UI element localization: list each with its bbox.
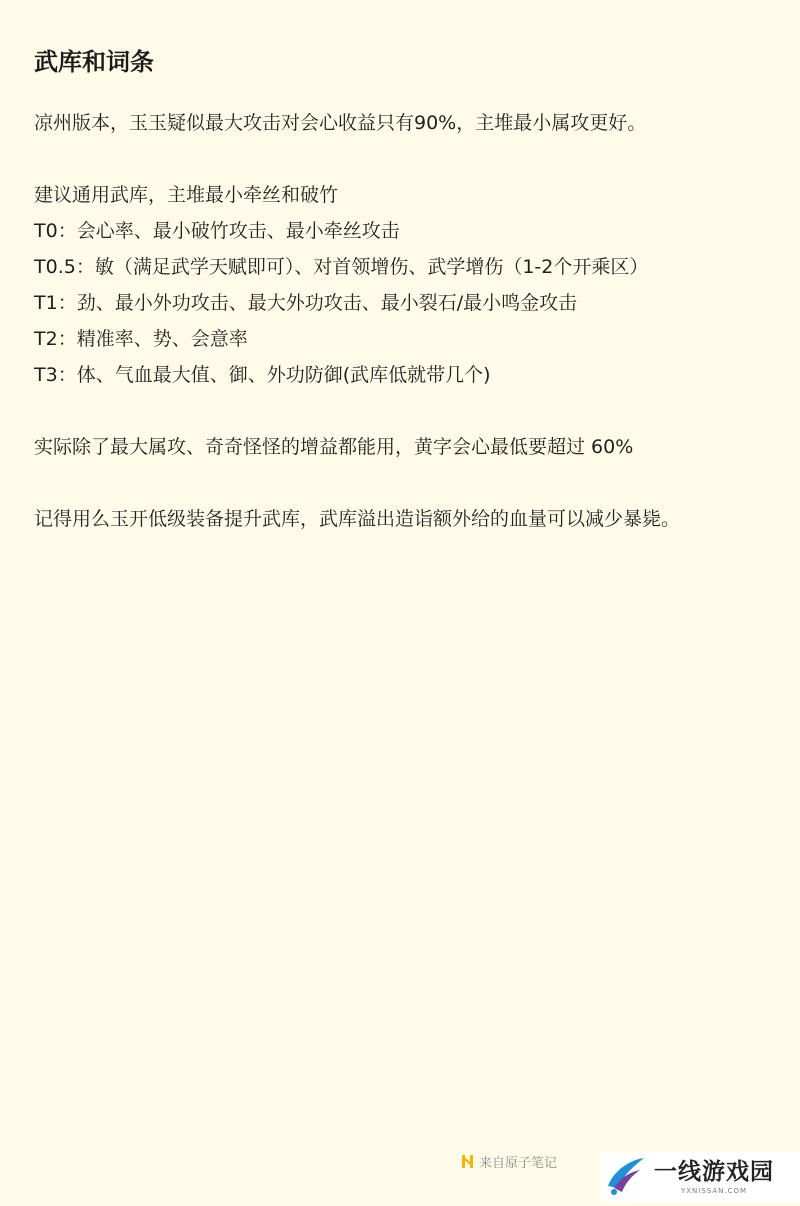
paragraph-gap: [34, 141, 766, 177]
paragraph-version-note: 凉州版本，玉玉疑似最大攻击对会心收益只有90%，主堆最小属攻更好。: [34, 112, 647, 134]
paragraph-usable-buffs: 实际除了最大属攻、奇奇怪怪的增益都能用，黄字会心最低要超过 60%: [34, 436, 634, 458]
source-label: 来自原子笔记: [479, 1155, 558, 1171]
tier-t0-5: T0.5：敏（满足武学天赋即可）、对首领增伤、武学增伤（1-2个开乘区）: [34, 256, 649, 278]
site-watermark: [600, 1152, 800, 1202]
tier-t3: T3：体、气血最大值、御、外功防御(武库低就带几个): [34, 364, 491, 386]
site-name: 一线游戏园: [654, 1159, 774, 1185]
paragraph-reminder: 记得用么玉开低级装备提升武库，武库溢出造诣额外给的血量可以减少暴毙。: [34, 508, 681, 530]
paragraph-recommendation: 建议通用武库，主堆最小牵丝和破竹: [34, 184, 339, 206]
tier-t2: T2：精准率、势、会意率: [34, 328, 248, 350]
note-source: [462, 1150, 557, 1172]
paragraph-gap: [34, 465, 766, 501]
tier-t0: T0：会心率、最小破竹攻击、最小牵丝攻击: [34, 220, 400, 242]
site-logo-icon: [600, 1152, 650, 1202]
site-url: YXNISSAN.COM: [680, 1187, 748, 1195]
notebook-icon: [462, 1155, 473, 1168]
tier-t1: T1：劲、最小外功攻击、最大外功攻击、最小裂石/最小鸣金攻击: [34, 292, 578, 314]
note-title: 武库和词条: [34, 48, 154, 76]
paragraph-gap: [34, 393, 766, 429]
